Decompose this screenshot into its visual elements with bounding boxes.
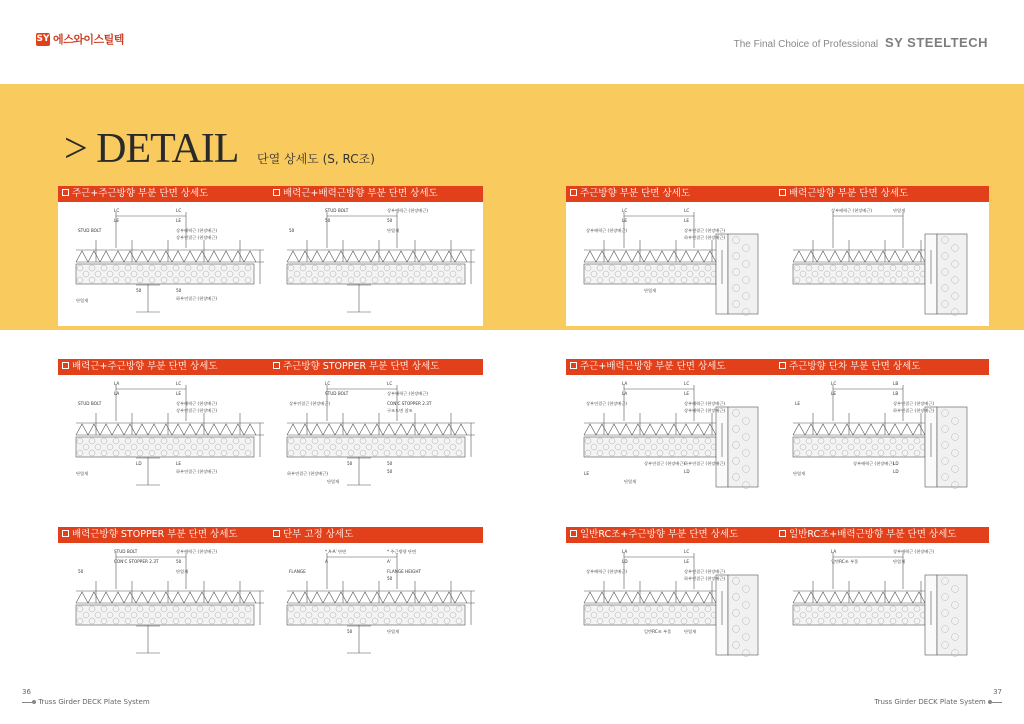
diagram-label: LC bbox=[114, 208, 120, 213]
diagram-label: 단열재 bbox=[893, 208, 906, 213]
diagram-label: LD bbox=[893, 461, 899, 466]
section-detail-drawing bbox=[58, 202, 272, 326]
diagram-label: LE bbox=[684, 391, 689, 396]
diagram-label: 상부배력근 (현장배근) bbox=[853, 461, 895, 466]
panel-header bbox=[58, 527, 272, 543]
diagram-label: FLANGE bbox=[289, 569, 306, 574]
panel-header bbox=[566, 359, 780, 375]
detail-panel bbox=[775, 186, 989, 326]
diagram-label: 50 bbox=[78, 569, 84, 574]
diagram-label: 단열재 bbox=[176, 569, 189, 574]
diagram-label: 단열재 bbox=[327, 479, 340, 484]
diagram-label: 50 bbox=[387, 461, 393, 466]
diagram-label: 하부연결근 (현장배근) bbox=[176, 469, 218, 474]
square-bullet-icon bbox=[62, 362, 69, 369]
panel-title: 배력근+배력근방향 부분 단면 상세도 bbox=[283, 188, 438, 199]
panel-header bbox=[566, 527, 780, 543]
diagram-label: LB bbox=[893, 381, 899, 386]
diagram-label: 상부연결근 (현장배근) bbox=[893, 401, 935, 406]
diagram-label: 단열재 bbox=[387, 629, 400, 634]
diagram-label: LD bbox=[684, 469, 690, 474]
diagram-label: 상부배력근 (현장배근) bbox=[176, 228, 218, 233]
diagram-label: 상부배력근 (현장배근) bbox=[893, 549, 935, 554]
diagram-label: STUD BOLT bbox=[325, 391, 349, 396]
diagram-label: 상부연결근 (현장배근) bbox=[586, 401, 628, 406]
diagram-label: LC bbox=[831, 381, 837, 386]
diagram-label: STUD BOLT bbox=[78, 228, 102, 233]
diagram-label: FLANGE HEIGHT bbox=[387, 569, 422, 574]
diagram-label: LC bbox=[622, 208, 628, 213]
diagram-label: LE bbox=[176, 461, 181, 466]
diagram-label: 상부배력근 (현장배근) bbox=[684, 408, 726, 413]
panel-title: 주근+배력근방향 부분 단면 상세도 bbox=[580, 361, 726, 372]
panel-title: 주근방향 STOPPER 부분 단면 상세도 bbox=[283, 361, 440, 372]
bullet-icon bbox=[32, 700, 36, 704]
diagram-label: LD bbox=[893, 469, 899, 474]
section-detail-drawing bbox=[269, 375, 483, 499]
diagram-label: LC bbox=[325, 381, 331, 386]
panel-header bbox=[269, 527, 483, 543]
diagram-label: LE bbox=[684, 559, 689, 564]
section-detail-drawing bbox=[775, 543, 989, 667]
diagram-label: 상부배력근 (현장배근) bbox=[586, 569, 628, 574]
diagram-label: 단열재 bbox=[624, 479, 637, 484]
diagram-label: 50 bbox=[347, 461, 353, 466]
page-subtitle: 단열 상세도 (S, RC조) bbox=[257, 152, 375, 166]
diagram-label: LC bbox=[684, 381, 690, 386]
diagram-label: 50 bbox=[176, 288, 182, 293]
panel-header bbox=[775, 359, 989, 375]
diagram-label: 하부연결근 (현장배근) bbox=[684, 235, 726, 240]
logo-mark: SY bbox=[36, 34, 50, 44]
panel-title: 배력근방향 STOPPER 부분 단면 상세도 bbox=[72, 529, 238, 540]
diagram-label: LE bbox=[795, 401, 800, 406]
diagram-label: 상부연결근 (현장배근) bbox=[289, 401, 331, 406]
diagram-label: LE bbox=[584, 471, 589, 476]
brand-name: SY STEELTECH bbox=[884, 35, 988, 50]
square-bullet-icon bbox=[779, 189, 786, 196]
panel-title: 일반RC조+주근방향 부분 단면 상세도 bbox=[580, 529, 739, 540]
diagram-label: 단열재 bbox=[684, 629, 697, 634]
diagram-label: LE bbox=[622, 218, 627, 223]
panel-title: 주근방향 단차 부분 단면 상세도 bbox=[789, 361, 921, 372]
square-bullet-icon bbox=[779, 362, 786, 369]
section-detail-drawing bbox=[566, 202, 780, 326]
page-title: > DETAIL bbox=[64, 126, 239, 172]
diagram-label: LA bbox=[114, 391, 120, 396]
diagram-label: 하부연결근 (현장배근) bbox=[176, 296, 218, 301]
detail-panel bbox=[58, 359, 272, 499]
diagram-label: LC bbox=[684, 208, 690, 213]
square-bullet-icon bbox=[570, 530, 577, 537]
panel-header bbox=[775, 186, 989, 202]
diagram-label: 상부연결근 (현장배근) bbox=[176, 235, 218, 240]
square-bullet-icon bbox=[570, 362, 577, 369]
panel-header bbox=[269, 359, 483, 375]
diagram-label: 단열재 bbox=[76, 471, 89, 476]
section-detail-drawing bbox=[269, 543, 483, 667]
panel-title: 단부 고정 상세도 bbox=[283, 529, 354, 540]
section-detail-drawing bbox=[269, 202, 483, 326]
square-bullet-icon bbox=[273, 362, 280, 369]
footer-left-text: Truss Girder DECK Plate System bbox=[38, 698, 150, 706]
footer-right-text: Truss Girder DECK Plate System bbox=[874, 698, 986, 706]
diagram-label: 상부연결근 (현장배근) bbox=[176, 408, 218, 413]
square-bullet-icon bbox=[273, 189, 280, 196]
diagram-label: 하부연결근 (현장배근) bbox=[893, 408, 935, 413]
panel-header bbox=[58, 359, 272, 375]
detail-panel bbox=[566, 186, 780, 326]
diagram-label: STUD BOLT bbox=[78, 401, 102, 406]
tagline bbox=[734, 35, 988, 50]
detail-panel bbox=[269, 186, 483, 326]
diagram-label: * A-A' 단면 bbox=[325, 549, 347, 554]
diagram-label: 상부배력근 (현장배근) bbox=[684, 401, 726, 406]
diagram-label: 50 bbox=[387, 576, 393, 581]
panel-title: 주근+주근방향 부분 단면 상세도 bbox=[72, 188, 209, 199]
diagram-label: LA bbox=[114, 381, 120, 386]
diagram-label: 단열재 bbox=[893, 559, 906, 564]
diagram-label: 50 bbox=[387, 469, 393, 474]
panel-title: 배력근+주근방향 부분 단면 상세도 bbox=[72, 361, 218, 372]
diagram-label: 상부배력근 (현장배근) bbox=[176, 401, 218, 406]
page-number-left: 36 bbox=[22, 688, 31, 696]
diagram-label: 상부배력근 (현장배근) bbox=[387, 391, 429, 396]
company-logo bbox=[36, 31, 124, 47]
footer-right bbox=[874, 688, 1002, 706]
diagram-label: LC bbox=[387, 381, 393, 386]
detail-panel bbox=[58, 527, 272, 667]
diagram-label: 상부배력근 (현장배근) bbox=[387, 208, 429, 213]
diagram-label: LE bbox=[114, 218, 119, 223]
logo-text: 에스와이스틸텍 bbox=[53, 33, 124, 46]
detail-panel bbox=[775, 527, 989, 667]
diagram-label: 단열재 bbox=[644, 288, 657, 293]
section-detail-drawing bbox=[566, 543, 780, 667]
diagram-label: 구조도면 참조 bbox=[387, 408, 413, 413]
panel-header bbox=[775, 527, 989, 543]
section-detail-drawing bbox=[58, 543, 272, 667]
diagram-label: 상부배력근 (현장배근) bbox=[176, 549, 218, 554]
diagram-label: * 주근방향 단면 bbox=[387, 549, 417, 554]
detail-panel bbox=[269, 359, 483, 499]
diagram-label: LA bbox=[622, 549, 628, 554]
square-bullet-icon bbox=[570, 189, 577, 196]
diagram-label: 50 bbox=[289, 228, 295, 233]
diagram-label: 상부연결근 (현장배근) bbox=[684, 569, 726, 574]
diagram-label: 상부연결근 (현장배근) bbox=[684, 228, 726, 233]
diagram-label: LD bbox=[136, 461, 142, 466]
footer-left bbox=[22, 688, 150, 706]
square-bullet-icon bbox=[273, 530, 280, 537]
diagram-label: LA bbox=[622, 381, 628, 386]
diagram-label: 단열재 bbox=[76, 298, 89, 303]
detail-panel bbox=[58, 186, 272, 326]
diagram-label: LC bbox=[176, 381, 182, 386]
diagram-label: LB bbox=[893, 391, 899, 396]
detail-panel bbox=[775, 359, 989, 499]
diagram-label: 하부연결근 (현장배근) bbox=[287, 471, 329, 476]
diagram-label: LD bbox=[622, 559, 628, 564]
diagram-label: LE bbox=[831, 391, 836, 396]
diagram-label: 50 bbox=[347, 629, 353, 634]
diagram-label: 상부배력근 (현장배근) bbox=[586, 228, 628, 233]
diagram-label: LE bbox=[684, 218, 689, 223]
diagram-label: 하부연결근 (현장배근) bbox=[684, 576, 726, 581]
detail-panel bbox=[566, 527, 780, 667]
square-bullet-icon bbox=[62, 189, 69, 196]
panel-title: 일반RC조+배력근방향 부분 단면 상세도 bbox=[789, 529, 957, 540]
diagram-label: 일반RC조 부물 bbox=[644, 629, 672, 634]
square-bullet-icon bbox=[62, 530, 69, 537]
tagline-text: The Final Choice of Professional bbox=[733, 39, 879, 50]
diagram-label: 상부연결근 (현장배근) bbox=[644, 461, 686, 466]
section-detail-drawing bbox=[775, 375, 989, 499]
diagram-label: LC bbox=[176, 208, 182, 213]
diagram-label: 단열재 bbox=[387, 228, 400, 233]
section-detail-drawing bbox=[566, 375, 780, 499]
panel-header bbox=[58, 186, 272, 202]
diagram-label: CON'C STOPPER 2.3T bbox=[387, 401, 432, 406]
diagram-label: 50 bbox=[136, 288, 142, 293]
diagram-label: STUD BOLT bbox=[114, 549, 138, 554]
diagram-label: 50 bbox=[387, 218, 393, 223]
diagram-label: STUD BOLT bbox=[325, 208, 349, 213]
detail-panel bbox=[566, 359, 780, 499]
diagram-label: LE bbox=[176, 218, 181, 223]
diagram-label: 하부연결근 (현장배근) bbox=[684, 461, 726, 466]
diagram-label: 일반RC조 부물 bbox=[831, 559, 859, 564]
diagram-label: 상부배력근 (현장배근) bbox=[831, 208, 873, 213]
square-bullet-icon bbox=[779, 530, 786, 537]
panel-title: 배력근방향 부분 단면 상세도 bbox=[789, 188, 909, 199]
diagram-label: A' bbox=[387, 559, 392, 564]
diagram-label: CON'C STOPPER 2.3T bbox=[114, 559, 159, 564]
page-number-right: 37 bbox=[993, 688, 1002, 696]
panel-header bbox=[269, 186, 483, 202]
diagram-label: LA bbox=[831, 549, 837, 554]
diagram-label: LA bbox=[622, 391, 628, 396]
diagram-label: LC bbox=[684, 549, 690, 554]
diagram-label: 단열재 bbox=[793, 471, 806, 476]
panel-header bbox=[566, 186, 780, 202]
panel-title: 주근방향 부분 단면 상세도 bbox=[580, 188, 691, 199]
diagram-label: 50 bbox=[176, 559, 182, 564]
diagram-label: A bbox=[325, 559, 328, 564]
section-detail-drawing bbox=[775, 202, 989, 326]
detail-panel bbox=[269, 527, 483, 667]
diagram-label: LE bbox=[176, 391, 181, 396]
section-detail-drawing bbox=[58, 375, 272, 499]
diagram-label: 50 bbox=[325, 218, 331, 223]
